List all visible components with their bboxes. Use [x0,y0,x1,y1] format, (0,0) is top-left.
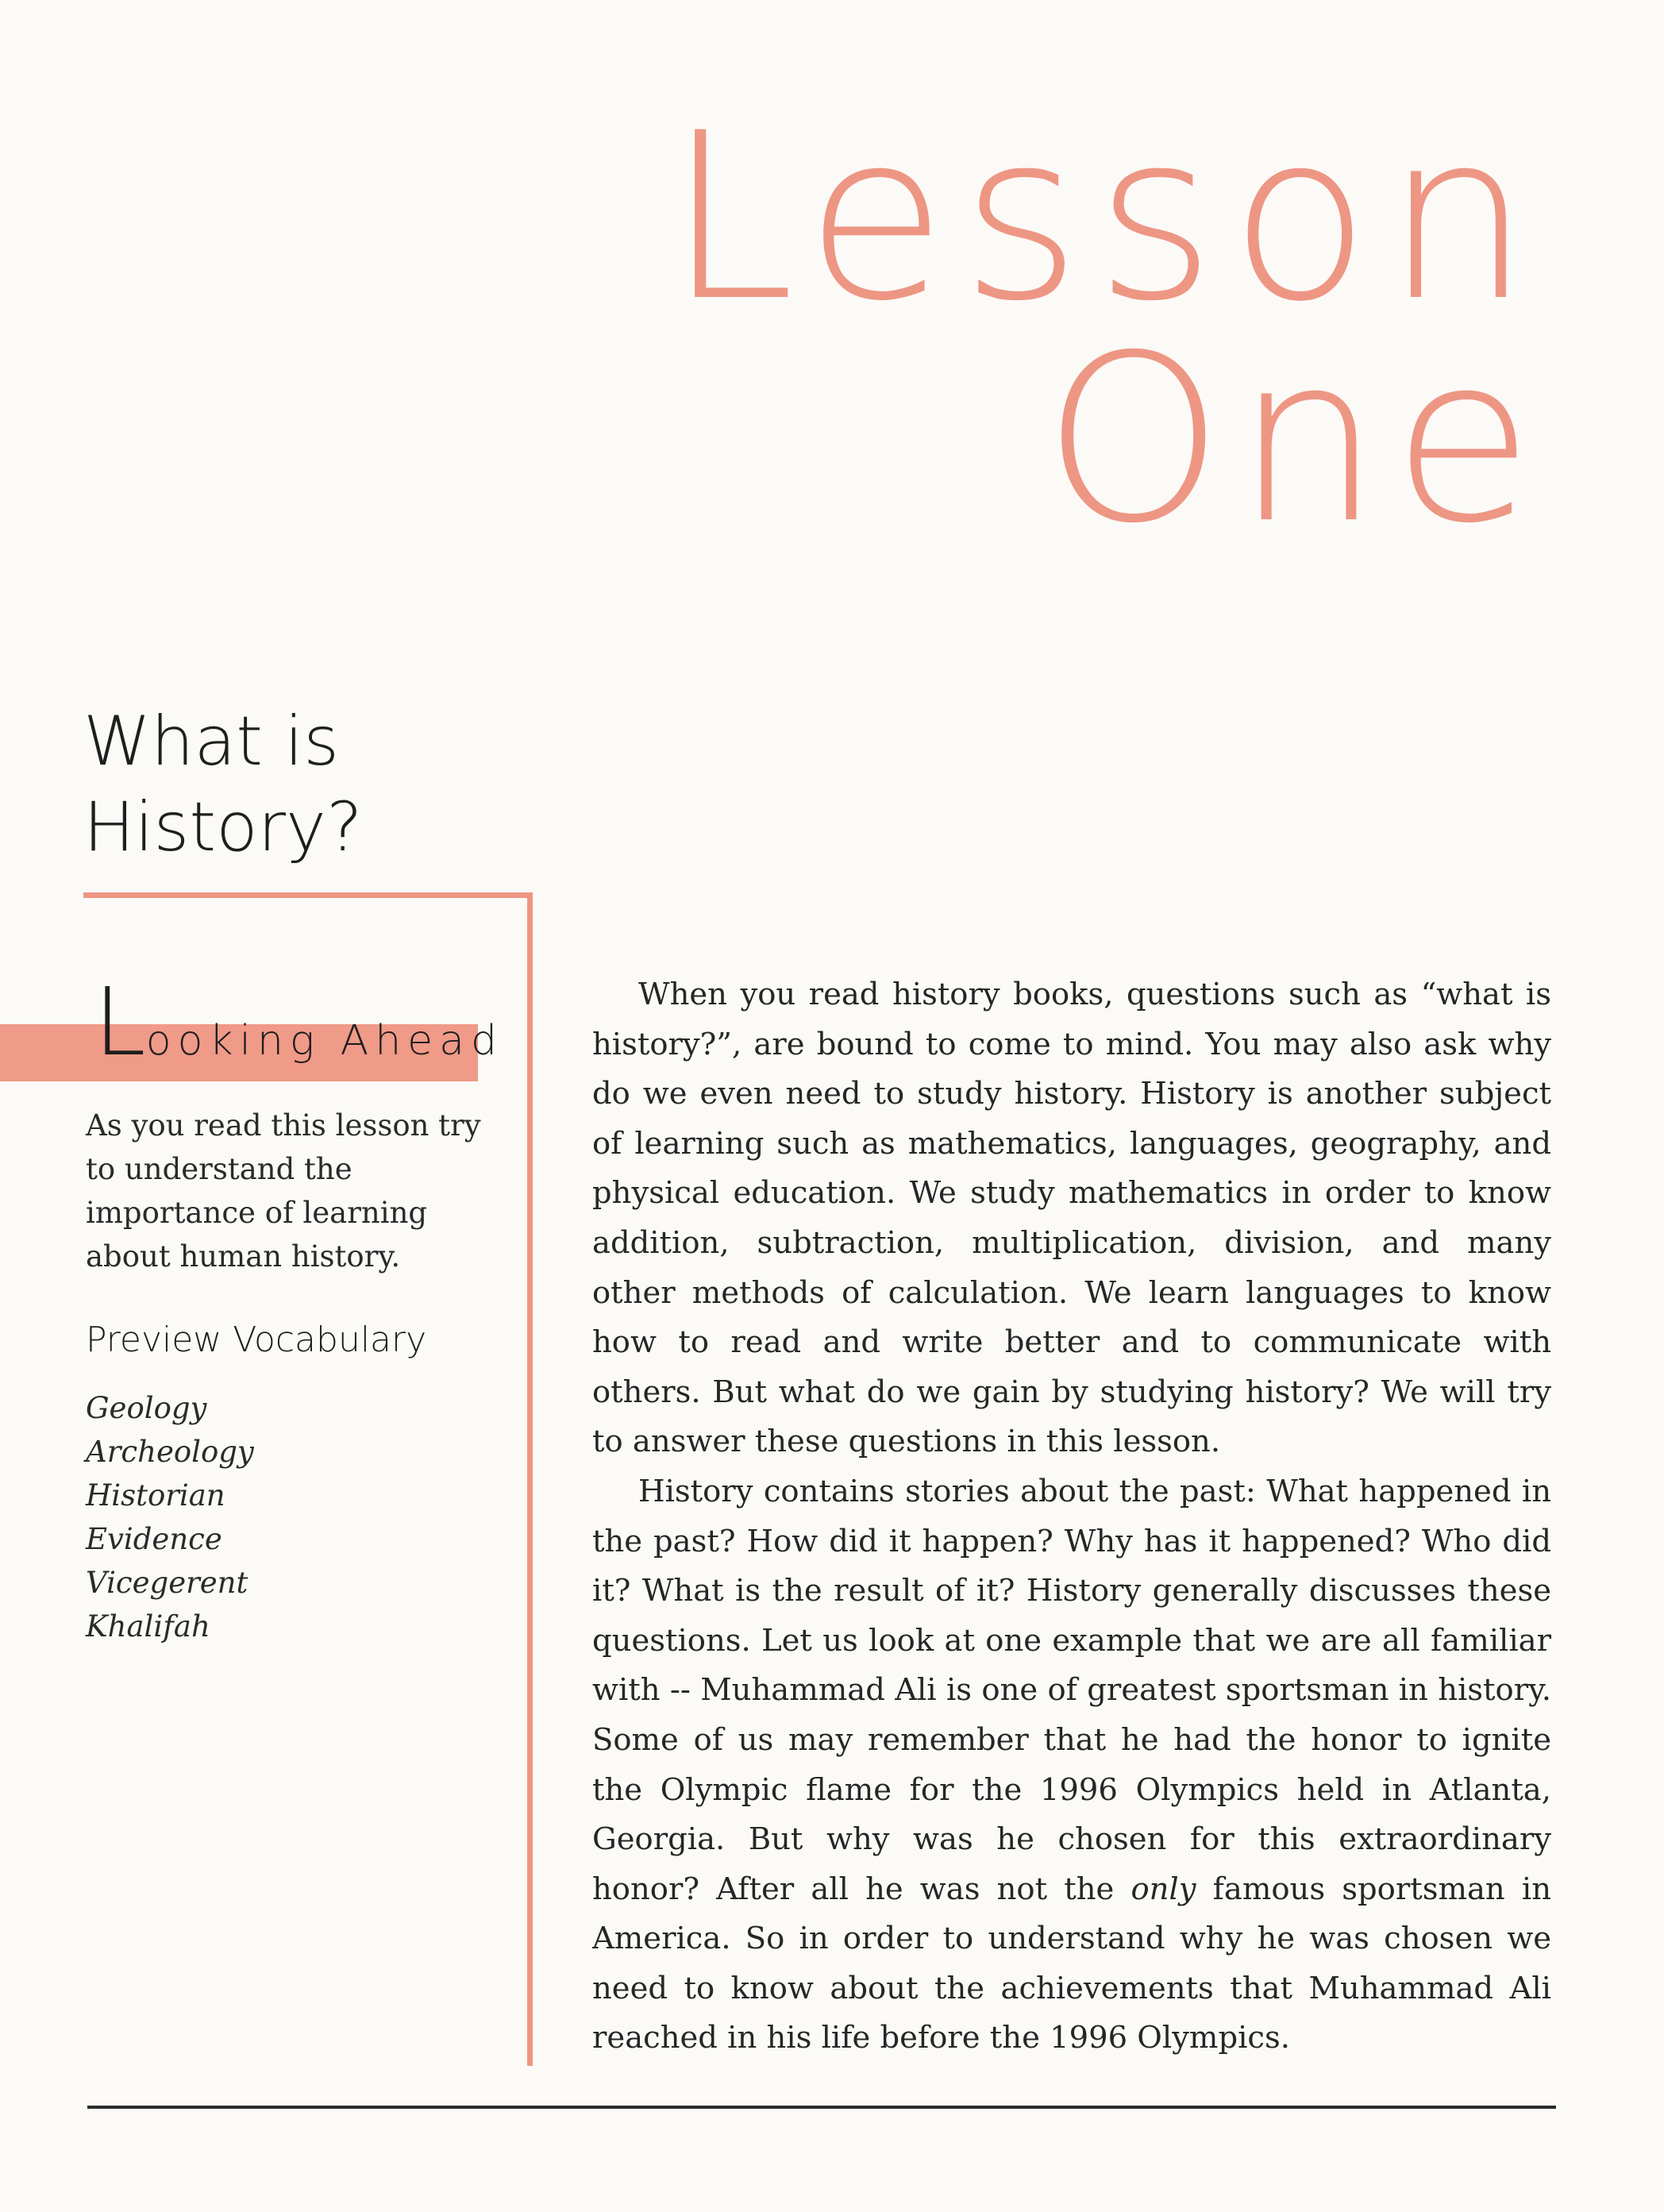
vocabulary-list [86,1386,254,1648]
looking-ahead-text: As you read this lesson try to understand the importance of learning about human history. [86,1108,481,1274]
body-paragraph-2-part-1: History contains stories about the past: What happened in the past? How did it happen? Why has it happened? Who did it? What is the result of it? History generally discusses these questions. Let us look at one example that we are all familiar with -- Muhammad Ali is one of greatest sportsman in history. Some of us may remember that he had the honor to ignite the Olympic flame for the 1996 Olympics held in Atlanta, Georgia. But why was he chosen for this extraordinary honor? After all he was not the [592,1473,1551,1907]
looking-ahead-initial: L [94,967,146,1077]
lesson-title-word: Lesson [666,84,1545,352]
body-paragraph-2 [592,1467,1551,2064]
section-heading [83,699,417,870]
vocabulary-term: Geology [86,1391,207,1425]
vocabulary-term: Evidence [86,1522,222,1556]
vocabulary-term: Vicegerent [86,1566,248,1600]
vocabulary-term: Archeology [86,1435,254,1469]
lesson-title [666,84,1545,574]
body-text [592,970,1551,2064]
vocabulary-term: Historian [86,1478,225,1513]
body-paragraph-1: When you read history books, questions such as “what is history?”, are bound to come to mind. You may also ask why do we even need to study history. History is another subject of learning such as mathematics, languages, geography, and physical education. We study mathematics in order to know addition, subtraction, multiplication, division, and many other methods of calculation. We learn languages to know how to read and write better and to communicate with others. But what do we gain by studying history? We will try to answer these questions in this lesson. [592,977,1551,1460]
sidebar-frame-top [83,892,533,898]
lesson-number-word: One [1042,306,1545,574]
section-heading-line-1: What is [83,702,339,781]
looking-ahead-title-rest: ooking Ahead [145,1017,504,1065]
looking-ahead-title [94,967,504,1077]
body-paragraph-2-part-2: famous sportsman in America. So in order to understand why he was chosen we need to know about the achievements that Muhammad Ali reached in his life before the 1996 Olympics. [592,1871,1551,2056]
sidebar-frame-right [527,892,533,2066]
bottom-rule [87,2106,1556,2109]
vocabulary-term: Khalifah [86,1609,210,1644]
section-heading-line-2: History? [83,788,363,867]
body-paragraph-2-emphasis: only [1131,1871,1196,1907]
vocabulary-heading: Preview Vocabulary [86,1320,427,1360]
